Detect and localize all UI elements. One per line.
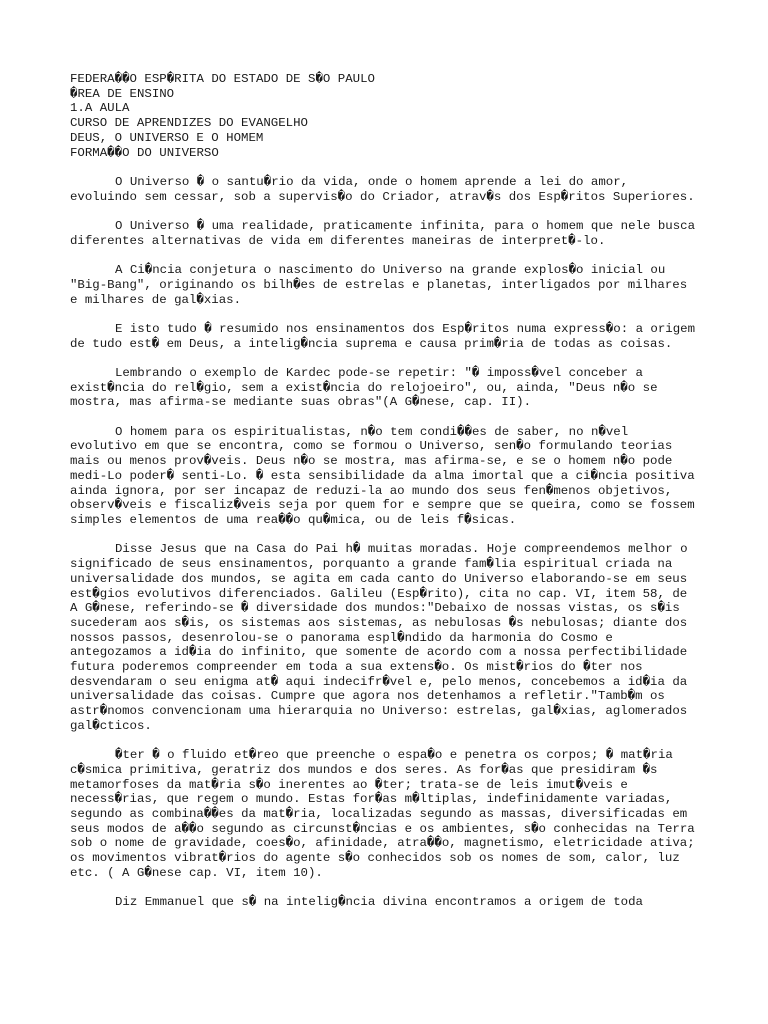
body-paragraph: Lembrando o exemplo de Kardec pode-se repetir: "� imposs�vel conceber a exist�ncia do rel�gio, sem a exist�ncia do relojoeiro", ou, ainda, "Deus n�o se mostra, mas afirma-se mediante suas obras"(A G�nese, cap. II).	[70, 365, 658, 410]
body-paragraph: �ter � o fluido et�reo que preenche o espa�o e penetra os corpos; � mat�ria c�smica primitiva, geratriz dos mundos e dos seres. As for�as que presidiram �s metamorfoses da mat�ria s�o inerentes ao �ter; trata-se de leis imut�veis e necess�rias, que regem o mundo. Estas for�as m�ltiplas, indefinidamente variadas, segundo as combina��es da mat�ria, localizadas segundo as massas, diversificadas em seus modos de a��o segundo as circunst�ncias e os ambientes, s�o conhecidas na Terra sob o nome de gravidade, coes�o, afinidade, atra��o, magnetismo, eletricidade ativa; os movimentos vibrat�rios do agente s�o conhecidos sob os nomes de som, calor, luz etc. ( A G�nese cap. VI, item 10).	[70, 748, 695, 880]
header-lesson-line: 1.A AULA	[70, 101, 130, 116]
body-paragraph: O Universo � o santu�rio da vida, onde o homem aprende a lei do amor, evoluindo sem cessar, sob a supervis�o do Criador, atrav�s dos Esp�ritos Superiores.	[70, 174, 695, 204]
header-topic-line: FORMA��O DO UNIVERSO	[70, 145, 219, 160]
body-paragraph: Disse Jesus que na Casa do Pai h� muitas moradas. Hoje compreendemos melhor o significado de seus ensinamentos, porquanto a grande fam�lia espiritual criada na universalidade dos mundos, se agita em cada canto do Universo elaborando-se em seus est�gios evolutivos diferenciados. Galileu (Esp�rito), cita no cap. VI, item 58, de A G�nese, referindo-se � diversidade dos mundos:"Debaixo de nossas vistas, os s�is sucederam aos s�is, os sistemas aos sistemas, as nebulosas �s nebulosas; diante dos nossos passos, desenrolou-se o panorama espl�ndido da harmonia do Cosmo e antegozamos a id�ia do infinito, que somente de acordo com a nossa perfectibilidade futura poderemos compreender em toda a sua extens�o. Os mist�rios do �ter nos desvendaram o seu enigma at� aqui indecifr�vel e, pelo menos, concebemos a id�ia da universalidade das coisas. Cumpre que agora nos detenhamos a refletir."Tamb�m os astr�nomos convencionam uma hierarquia no Universo: estrelas, gal�xias, aglomerados gal�cticos.	[70, 542, 688, 733]
header-federation-line: FEDERA��O ESP�RITA DO ESTADO DE S�O PAULO	[70, 72, 375, 86]
header-area-line: �REA DE ENSINO	[70, 86, 175, 101]
header-course-line: CURSO DE APRENDIZES DO EVANGELHO	[70, 116, 308, 131]
body-paragraph: A Ci�ncia conjetura o nascimento do Universo na grande explos�o inicial ou "Big-Bang", originando os bilh�es de estrelas e planetas, interligados por milhares e milhares de gal�xias.	[70, 263, 688, 307]
document-page	[70, 72, 700, 925]
body-paragraph: O Universo � uma realidade, praticamente infinita, para o homem que nele busca diferentes alternativas de vida em diferentes maneiras de interpret�-lo.	[70, 219, 696, 248]
body-paragraph: E isto tudo � resumido nos ensinamentos dos Esp�ritos numa express�o: a origem de tudo est� em Deus, a intelig�ncia suprema e causa prim�ria de todas as coisas.	[70, 321, 696, 351]
header-subject-line: DEUS, O UNIVERSO E O HOMEM	[70, 130, 264, 145]
body-paragraph: O homem para os espiritualistas, n�o tem condi��es de saber, no n�vel evolutivo em que se encontra, como se formou o Universo, sen�o formulando teorias mais ou menos prov�veis. Deus n�o se mostra, mas afirma-se, e se o homem n�o pode medi-Lo poder� senti-Lo. � esta sensibilidade da alma imortal que a ci�ncia positiva ainda ignora, por ser incapaz de reduzi-la ao mundo dos seus fen�menos objetivos, observ�veis e fiscaliz�veis seja por quem for e sempre que se queira, como se fossem simples elementos de uma rea��o qu�mica, ou de leis f�sicas.	[70, 424, 695, 527]
document-header	[70, 72, 700, 160]
body-paragraph: Diz Emmanuel que s� na intelig�ncia divina encontramos a origem de toda	[115, 895, 643, 910]
